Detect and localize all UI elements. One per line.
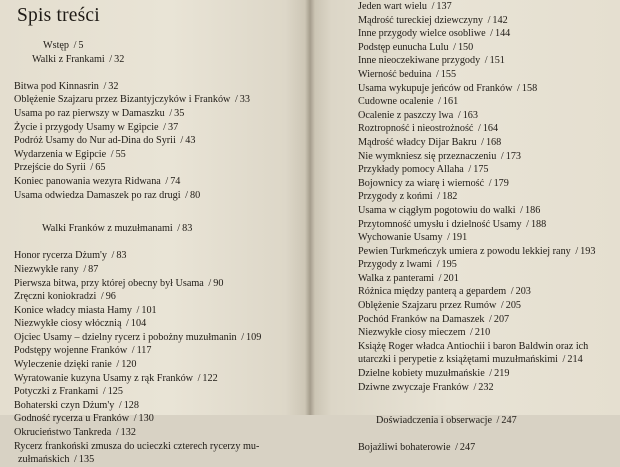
- left-page: [0, 0, 310, 466]
- toc-entry: Inne przygody wielce osobliwe / 144: [358, 28, 511, 40]
- toc-gap: [358, 428, 595, 442]
- toc-entry: Walki z Frankami / 32: [32, 53, 125, 65]
- toc-entry: Zręczni koniokradzi / 96: [14, 291, 116, 303]
- toc-entry: Podróż Usamy do Nur ad-Dina do Syrii / 43: [14, 135, 196, 147]
- toc-entry: Ojciec Usamy – dzielny rycerz i pobożny muzułmanin / 109: [14, 331, 262, 343]
- toc-entry: Koniec panowania wezyra Ridwana / 74: [14, 175, 181, 187]
- toc-entry: Walka z panterami / 201: [358, 272, 459, 284]
- toc-entry: Bojaźliwi bohaterowie / 247: [358, 442, 476, 454]
- toc-entry: Pewien Turkmeńczyk umiera z powodu lekkiej rany / 193: [358, 245, 596, 257]
- toc-entry: Usama po raz pierwszy w Damaszku / 35: [14, 107, 185, 119]
- toc-entry: Pochód Franków na Damaszek / 207: [358, 313, 510, 325]
- toc-entry: Wychowanie Usamy / 191: [358, 232, 468, 244]
- toc-entry: Mądrość tureckiej dziewczyny / 142: [358, 14, 508, 26]
- toc-entry: Wyratowanie kuzyna Usamy z rąk Franków / 122: [14, 372, 218, 384]
- toc-entry: Mądrość władcy Dijar Bakru / 168: [358, 136, 502, 148]
- toc-entry: Przejście do Syrii / 65: [14, 162, 106, 174]
- toc-entry: Konice władcy miasta Hamy / 101: [14, 304, 157, 316]
- right-toc-list: [358, 0, 595, 455]
- toc-entry-continuation: zułmańskich / 135: [18, 454, 95, 466]
- toc-section-heading: Walki Franków z muzułmanami / 83: [42, 223, 193, 235]
- toc-entry: Niezwykłe ciosy mieczem / 210: [358, 327, 491, 339]
- toc-entry: Wierność beduina / 155: [358, 68, 457, 80]
- toc-entry: Usama wykupuje jeńców od Franków / 158: [358, 82, 538, 94]
- toc-entry: Pierwsza bitwa, przy której obecny był Usama / 90: [14, 277, 224, 289]
- toc-entry: Inne nieoczekiwane przygody / 151: [358, 55, 505, 67]
- toc-entry: Cudowne ocalenie / 161: [358, 96, 459, 108]
- toc-entry: Usama w ciągłym pogotowiu do walki / 186: [358, 204, 541, 216]
- toc-entry: Roztropność i nieostrożność / 164: [358, 123, 499, 135]
- toc-entry: Honor rycerza Dżum'y / 83: [14, 250, 127, 262]
- toc-title: Spis treści: [17, 5, 100, 26]
- toc-entry: Usama odwiedza Damaszek po raz drugi / 80: [14, 189, 201, 201]
- toc-entry: Wyleczenie dzięki ranie / 120: [14, 359, 137, 371]
- toc-entry: Potyczki z Frankami / 125: [14, 386, 123, 398]
- toc-entry: Przygody z lwami / 195: [358, 259, 457, 271]
- toc-entry: Dzielne kobiety muzułmańskie / 219: [358, 368, 510, 380]
- toc-entry: Wydarzenia w Egipcie / 55: [14, 148, 126, 160]
- toc-entry: Przykłady pomocy Allaha / 175: [358, 164, 489, 176]
- toc-entry: Różnica między panterą a gepardem / 203: [358, 286, 531, 298]
- toc-gap: [14, 66, 261, 80]
- toc-entry: Przygody z końmi / 182: [358, 191, 458, 203]
- toc-entry: Przytomność umysłu i dzielność Usamy / 188: [358, 218, 547, 230]
- toc-entry: Bojownicy za wiarę i wierność / 179: [358, 177, 509, 189]
- toc-entry: Podstępy wojenne Franków / 117: [14, 345, 152, 357]
- toc-entry: Wstęp / 5: [43, 40, 84, 51]
- toc-entry: Książę Roger władca Antiochii i baron Baldwin oraz ich: [358, 340, 589, 352]
- toc-entry: Dziwne zwyczaje Franków / 232: [358, 381, 494, 393]
- left-toc-list: [14, 39, 261, 467]
- toc-entry: Niezwykłe rany / 87: [14, 263, 99, 275]
- toc-gap: [14, 236, 261, 250]
- toc-entry: Jeden wart wielu / 137: [358, 1, 452, 12]
- toc-entry: Podstęp eunucha Lulu / 150: [358, 41, 474, 53]
- toc-entry: Oblężenie Szajzaru przez Rumów / 205: [358, 300, 521, 312]
- toc-gap: [358, 394, 595, 414]
- toc-entry: Życie i przygody Usamy w Egipcie / 37: [14, 121, 179, 133]
- toc-entry: Bitwa pod Kinnasrin / 32: [14, 80, 119, 92]
- toc-entry: Rycerz frankoński zmusza do ucieczki czterech rycerzy mu-: [14, 440, 260, 452]
- toc-entry: Ocalenie z paszczy lwa / 163: [358, 109, 478, 121]
- toc-entry-continuation: utarczki i perypetie z książętami muzułmańskimi / 214: [358, 354, 583, 366]
- toc-entry: Bohaterski czyn Dżum'y / 128: [14, 399, 139, 411]
- toc-gap: [14, 202, 261, 222]
- toc-entry: Niezwykłe ciosy włócznią / 104: [14, 318, 147, 330]
- toc-entry: Okrucieństwo Tankreda / 132: [14, 427, 136, 439]
- toc-entry: Nie wymkniesz się przeznaczeniu / 173: [358, 150, 521, 162]
- toc-section-heading: Doświadczenia i obserwacje / 247: [376, 415, 517, 427]
- toc-entry: Oblężenie Szajzaru przez Bizantyjczyków i Franków / 33: [14, 94, 250, 106]
- toc-entry: Godność rycerza u Franków / 130: [14, 413, 154, 425]
